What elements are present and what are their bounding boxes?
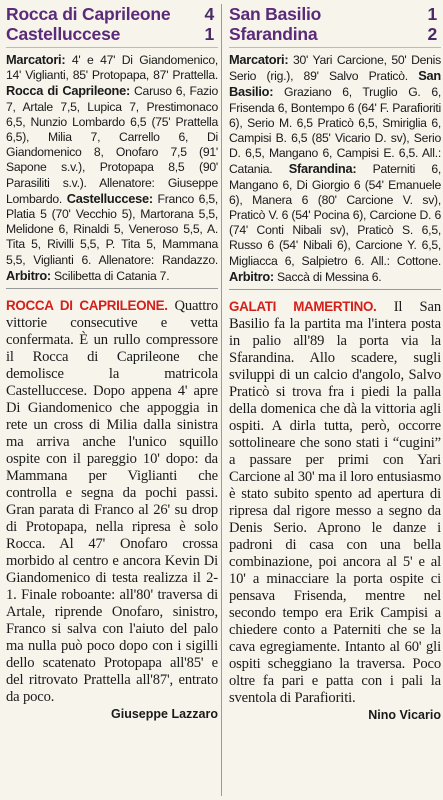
match-sheet bbox=[229, 52, 441, 285]
column-divider bbox=[221, 4, 222, 796]
author-signature bbox=[229, 708, 441, 722]
team1-label: Rocca di Caprileone: bbox=[6, 83, 131, 99]
team2-label: Castelluccese: bbox=[66, 190, 153, 206]
team1-lineup: Graziano 6, Truglio G. 6, Frisenda 6, Bontempo 6 (64' F. Parafioriti 6), Serio M. 6,5 Praticò 6,5, Smiriglia 6, Campisi B. 6,5 (85' Vicario D. sv), Serio D. 6,5, Mangano 6, Campisi E. 6,5. All.: Catania. bbox=[229, 85, 441, 177]
referee-label: Arbitro: bbox=[6, 267, 51, 283]
report-kicker: ROCCA DI CAPRILEONE. bbox=[6, 298, 168, 314]
score-away-row bbox=[6, 24, 218, 44]
scoreboard bbox=[6, 0, 218, 48]
home-team: Rocca di Caprileone bbox=[6, 4, 171, 24]
away-goals: 2 bbox=[427, 24, 437, 44]
match-report bbox=[6, 297, 218, 706]
team2-lineup: Paterniti 6, Mangano 6, Di Giorgio 6 (54' Emanuele 6), Manera 6 (80' Carcione V. sv), Praticò V. 6 (54' Pocina 6), Carcione D. 6 (74' Conti Nibali sv), Praticò S. 6,5, Russo 6 (54' Nibali 6), Carcione Y. 6,5, Migliacca 6, Salpietro 6. All.: Cottone. bbox=[229, 162, 441, 268]
divider bbox=[229, 289, 441, 290]
referee-text: Saccà di Messina 6. bbox=[273, 269, 382, 284]
team2-lineup: Franco 6,5, Platia 5 (70' Vecchio 5), Martorana 5,5, Melidone 6, Rinaldi 5, Veneroso 5,5, A. Tita 5, Rivilli 5,5, P. Tita 5, Mammana 5,5, Viglianti 6. Allenatore: Randazzo. bbox=[6, 191, 218, 267]
match-sheet bbox=[6, 52, 218, 284]
report-text: Il San Basilio fa la partita ma l'intera posta in palio all'89 la porta via la Sfarandina. Allo scadere, sugli sviluppi di un calcio d'angolo, Salvo Praticò si trova fra i piedi la palla della domenica che dà la vittoria agli ospiti. A dirla tutta, però, occorre sottolineare che sono stati i “cugini” a passare per primi con Yari Carcione al 30' ma il loro entusiasmo è stato subito spento ad apertura di ripresa dal rigore messo a segno da Denis Serio. Aprono le danze i padroni di casa con una bella combinazione, poi ancora al 5' e al 10' a minacciare la porta ospite ci pensava Frisenda, mentre nel secondo tempo era Erik Campisi a chiedere conto a Paterniti che se la cava egregiamente. Intanto al 60' gli ospiti scheggiano la traversa. Poco oltre fa pari e patta con i pali la sventola di Parafioriti. bbox=[229, 299, 441, 707]
report-text: Quattro vittorie consecutive e vetta confermata. È un rullo compressore il Rocca di Caprileone che demolisce la matricola Castelluccese. Dopo appena 4' apre Di Giandomenico che appoggia in rete un cross di Milia dalla sinistra ma arriva anche l'unico squillo ospite con il pareggio 10' dopo: da Mammana per Viglianti che controlla e segna da pochi passi. Gran parata di Franco al 26' su drop di Protopapa, nella ripresa è solo Rocca. Al 47' Onofaro crossa morbido al centro e ancora Kevin Di Giandomenico di testa realizza il 2-1. Finale roboante: all'80' traversa di Artale, riprende Onofaro, sinistro, Franco si salva con l'aiuto del palo ma nulla può poco dopo con i sigilli dello scatenato Protopapa all'85' e del ritrovato Prattella all'87', entrato da poco. bbox=[6, 298, 218, 706]
author-name: Giuseppe Lazzaro bbox=[111, 707, 218, 722]
scorers-label: Marcatori: bbox=[6, 52, 66, 67]
scorers-text: 30' Yari Carcione, 50' Denis Serio (rig.), 89' Salvo Praticò. bbox=[229, 53, 441, 84]
match-column-left bbox=[6, 0, 218, 721]
team1-label: San Basilio: bbox=[229, 68, 441, 100]
away-team: Castelluccese bbox=[6, 24, 121, 44]
home-goals: 4 bbox=[204, 4, 214, 24]
score-home-row bbox=[6, 4, 218, 24]
scoreboard bbox=[229, 0, 441, 48]
away-goals: 1 bbox=[204, 24, 214, 44]
referee-label: Arbitro: bbox=[229, 268, 274, 284]
team1-lineup: Caruso 6, Fazio 7, Artale 7,5, Lupica 7, Prestimonaco 6,5, Nunzio Lombardo 6,5 (75' Prattella 6,5), Milia 7, Carrello 6, Di Giandomenico 8, Onofaro 7,5 (91' Sapone s.v.), Protopapa 8,5 (90' Parasiliti s.v.). Allenatore: Giuseppe Lombardo. bbox=[6, 84, 218, 206]
home-team: San Basilio bbox=[229, 4, 322, 24]
score-away-row bbox=[229, 24, 441, 44]
referee-text: Scilibetta di Catania 7. bbox=[50, 268, 170, 283]
scorers-text: 4' e 47' Di Giandomenico, 14' Viglianti, 85' Protopapa, 87' Prattella. bbox=[6, 53, 218, 83]
score-home-row bbox=[229, 4, 441, 24]
home-goals: 1 bbox=[427, 4, 437, 24]
scorers-label: Marcatori: bbox=[229, 52, 289, 67]
match-report bbox=[229, 298, 441, 707]
team2-label: Sfarandina: bbox=[288, 161, 357, 177]
match-column-right bbox=[229, 0, 441, 722]
divider bbox=[6, 288, 218, 289]
author-name: Nino Vicario bbox=[368, 708, 441, 723]
author-signature bbox=[6, 707, 218, 721]
report-kicker: GALATI MAMERTINO. bbox=[229, 299, 377, 315]
away-team: Sfarandina bbox=[229, 24, 318, 44]
